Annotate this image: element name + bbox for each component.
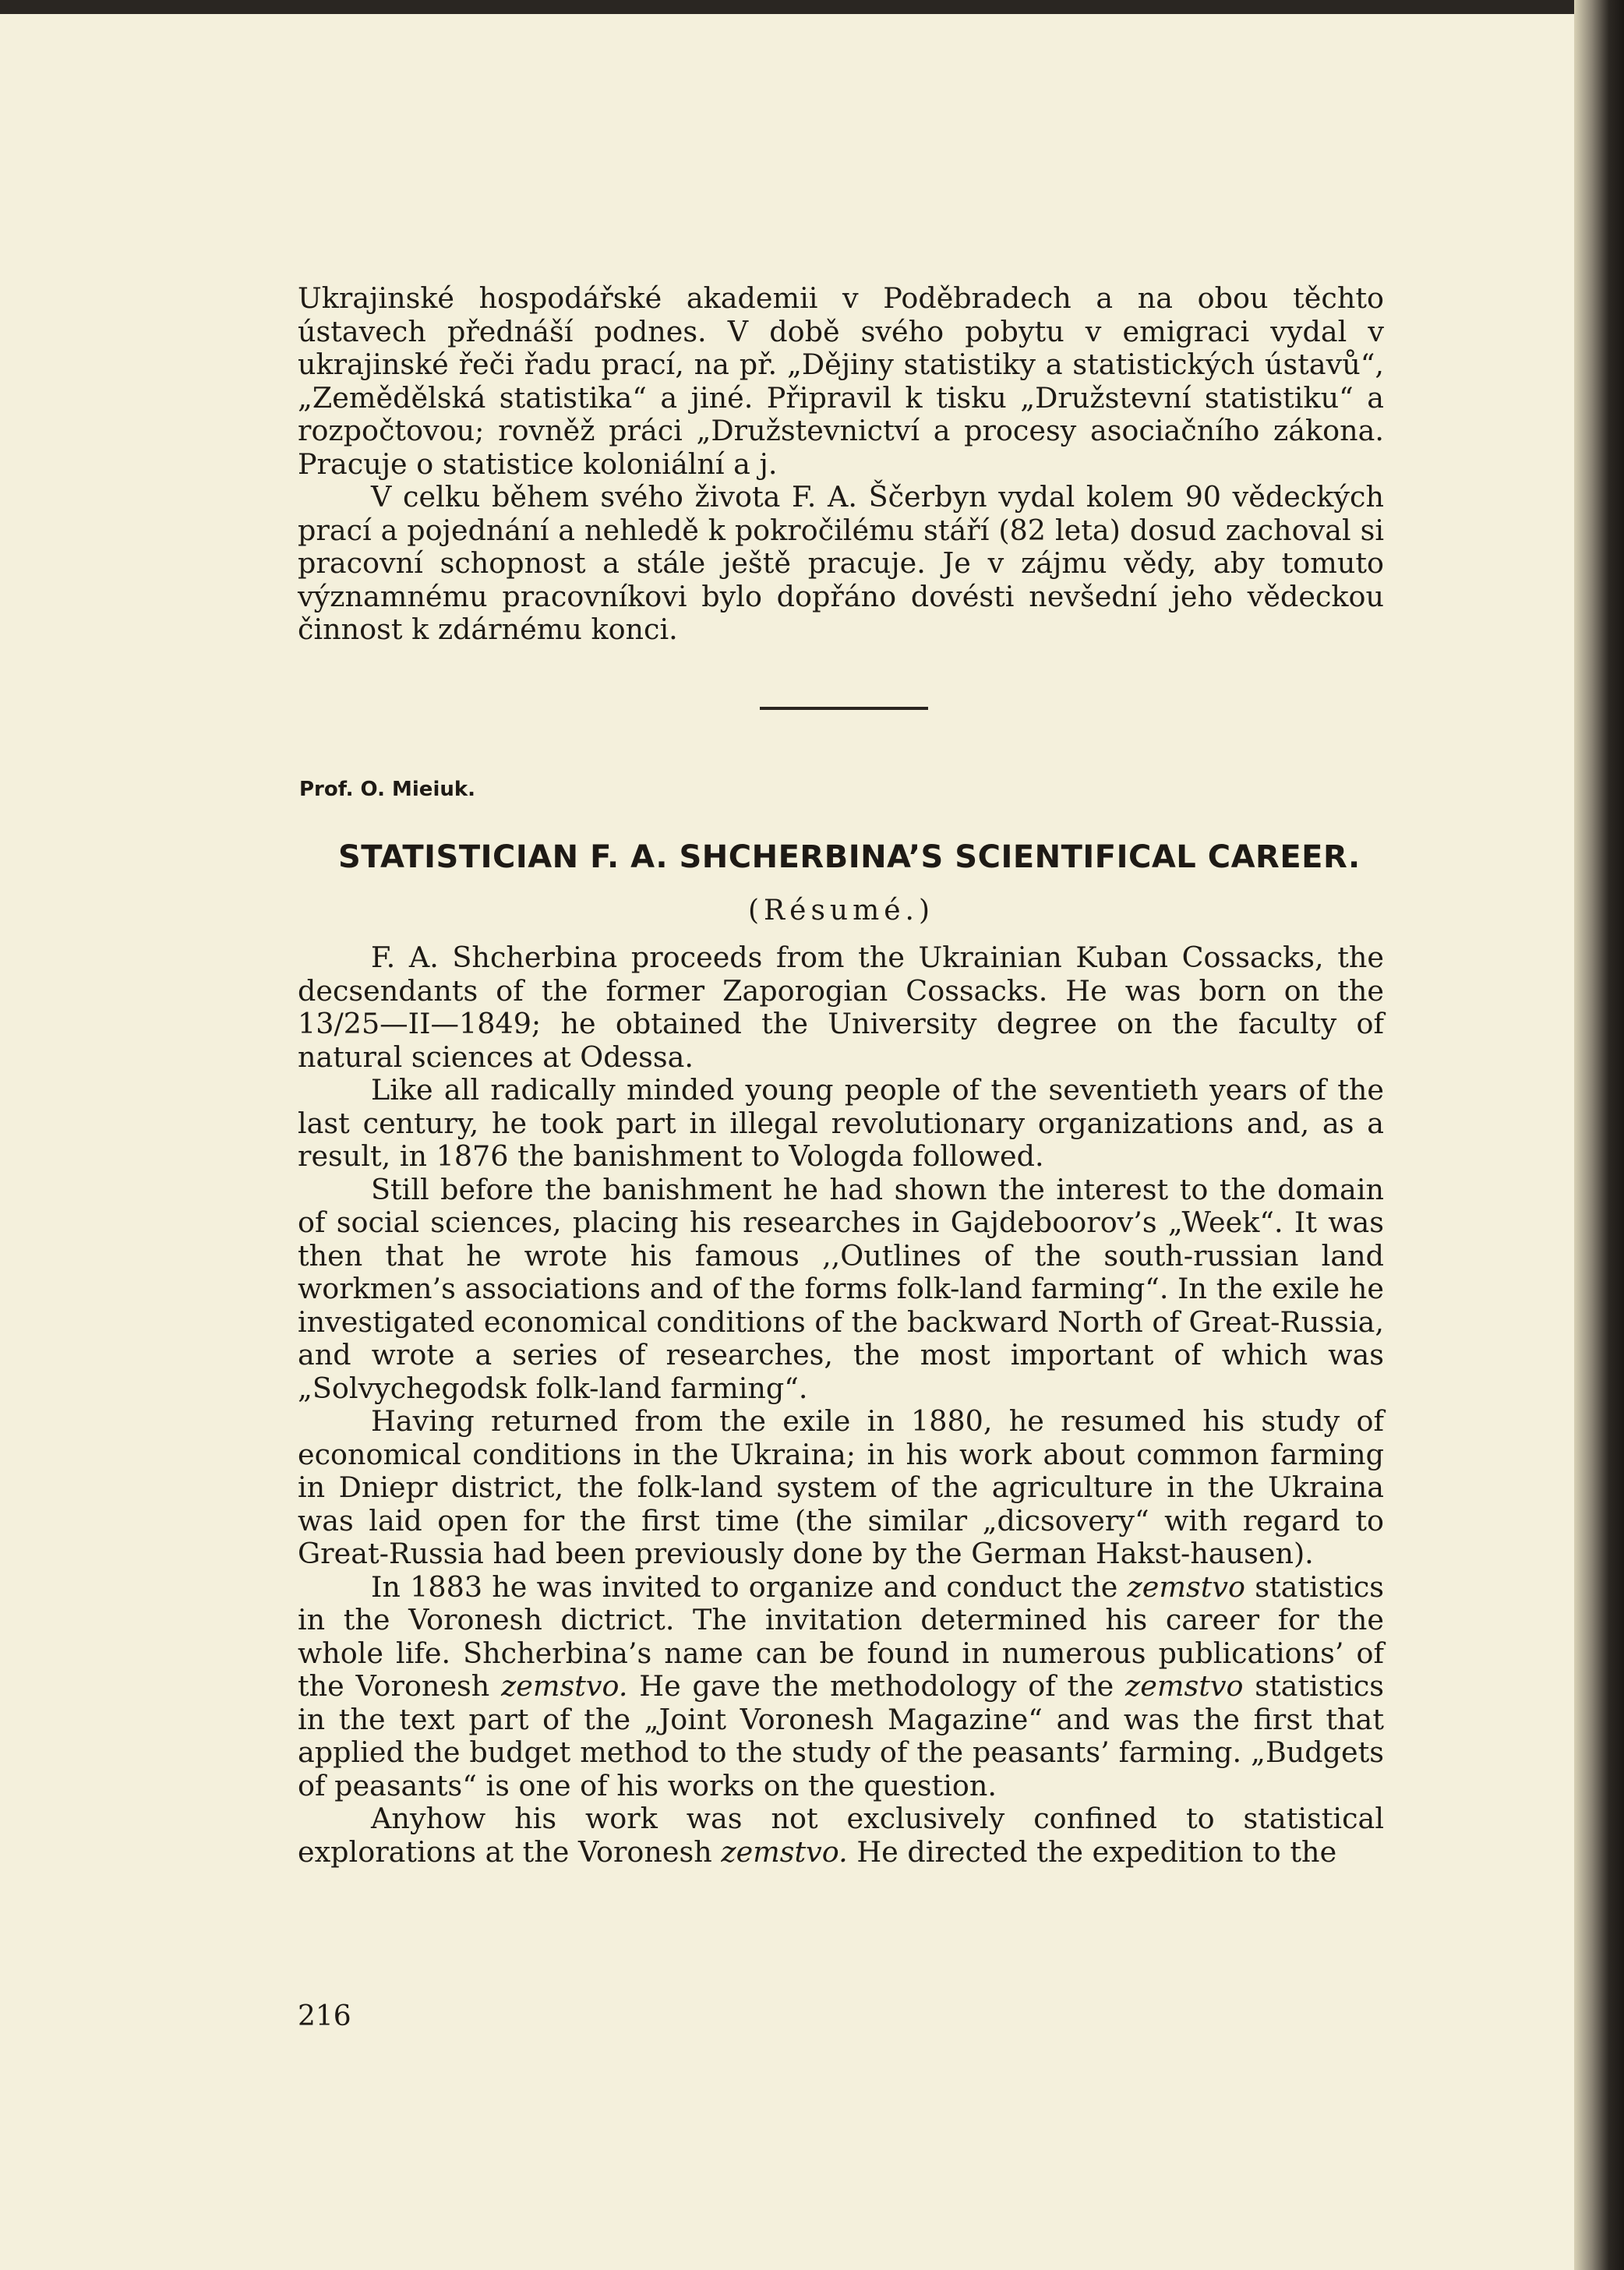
p5-italic-zemstvo-3: zemstvo: [1125, 1669, 1244, 1703]
p5-part-c: statistics in the Voronesh dictrict. The invitation determined his career for the whole life. Shcherbina’s name can be found in numerous publications’ of the Voronesh: [298, 1569, 1384, 1703]
author-name: Prof. O. Mieiuk.: [299, 778, 476, 801]
section-divider: [760, 707, 928, 710]
english-text-block: [298, 941, 1384, 1869]
resume-subtitle: (Résumé.): [748, 895, 935, 927]
p5-italic-zemstvo-2: zemstvo.: [501, 1669, 628, 1703]
p6-part-a: Anyhow his work was not exclusively confined to statistical explorations at the Voronesh: [298, 1802, 1384, 1869]
scan-top-edge: [0, 0, 1624, 14]
czech-paragraph-2: V celku během svého života F. A. Ščerbyn vydal kolem 90 vědeckých prací a pojednání a nehledě k pokročilému stáří (82 leta) dosud zachoval si pracovní schopnost a stále ještě pracuje. Je v zájmu vědy, aby tomuto významnému pracovníkovi bylo dopřáno dovésti nevšední jeho vědeckou činnost k zdárnému konci.: [298, 480, 1384, 646]
english-paragraph-2: Like all radically minded young people of the seventieth years of the last century, he took part in illegal revolutionary organizations and, as a result, in 1876 the banishment to Vologda followed.: [298, 1073, 1384, 1173]
article-title: STATISTICIAN F. A. SHCHERBINA’S SCIENTIFICAL CAREER.: [338, 839, 1361, 875]
p6-part-c: He directed the expedition to the: [847, 1834, 1337, 1869]
book-spine-shadow: [1574, 0, 1624, 2270]
page-number: 216: [298, 2000, 351, 2032]
english-paragraph-4: Having returned from the exile in 1880, he resumed his study of economical conditions in the Ukraina; in his work about common farming in Dniepr district, the folk-land system of the agriculture in the Ukraina was laid open for the first time (the similar „dicsovery“ with regard to Great-Russia had been previously done by the German Hakst-hausen).: [298, 1404, 1384, 1570]
english-paragraph-5: [298, 1571, 1384, 1803]
czech-paragraph-1: Ukrajinské hospodářské akademii v Poděbradech a na obou těchto ústavech přednáší podnes. V době svého pobytu v emigraci vydal v ukrajinské řeči řadu prací, na př. „Dějiny statistiky a statistických ústavů“, „Zemědělská statistika“ a jiné. Připravil k tisku „Družstevní statistiku“ a rozpočtovou; rovněž práci „Družstevnictví a procesy asociačního zákona. Pracuje o statistice koloniální a j.: [298, 281, 1384, 481]
english-paragraph-1: F. A. Shcherbina proceeds from the Ukrainian Kuban Cossacks, the decsendants of the former Zaporogian Cossacks. He was born on the 13/25—II—1849; he obtained the University degree on the faculty of natural sciences at Odessa.: [298, 941, 1384, 1074]
p6-italic-zemstvo: zemstvo.: [721, 1834, 848, 1869]
english-paragraph-3: Still before the banishment he had shown the interest to the domain of social sciences, placing his researches in Gajdeboorov’s „Week“. It was then that he wrote his famous ,,Outlines of the south-russian land workmen’s associations and of the forms folk-land farming“. In the exile he investigated economical conditions of the backward North of Great-Russia, and wrote a series of researches, the most important of which was „Solvychegodsk folk-land farming“.: [298, 1172, 1384, 1405]
p5-part-g: statistics in the text part of the „Joint Voronesh Magazine“ and was the first that applied the budget method to the study of the peasants’ farming. „Budgets of peasants“ is one of his works on the question.: [298, 1669, 1384, 1802]
p5-italic-zemstvo-1: zemstvo: [1127, 1569, 1246, 1604]
english-paragraph-6: [298, 1802, 1384, 1869]
p5-part-e: He gave the methodology of the: [627, 1669, 1126, 1703]
czech-text-block: [298, 282, 1384, 647]
p5-part-a: In 1883 he was invited to organize and conduct the: [371, 1569, 1128, 1604]
